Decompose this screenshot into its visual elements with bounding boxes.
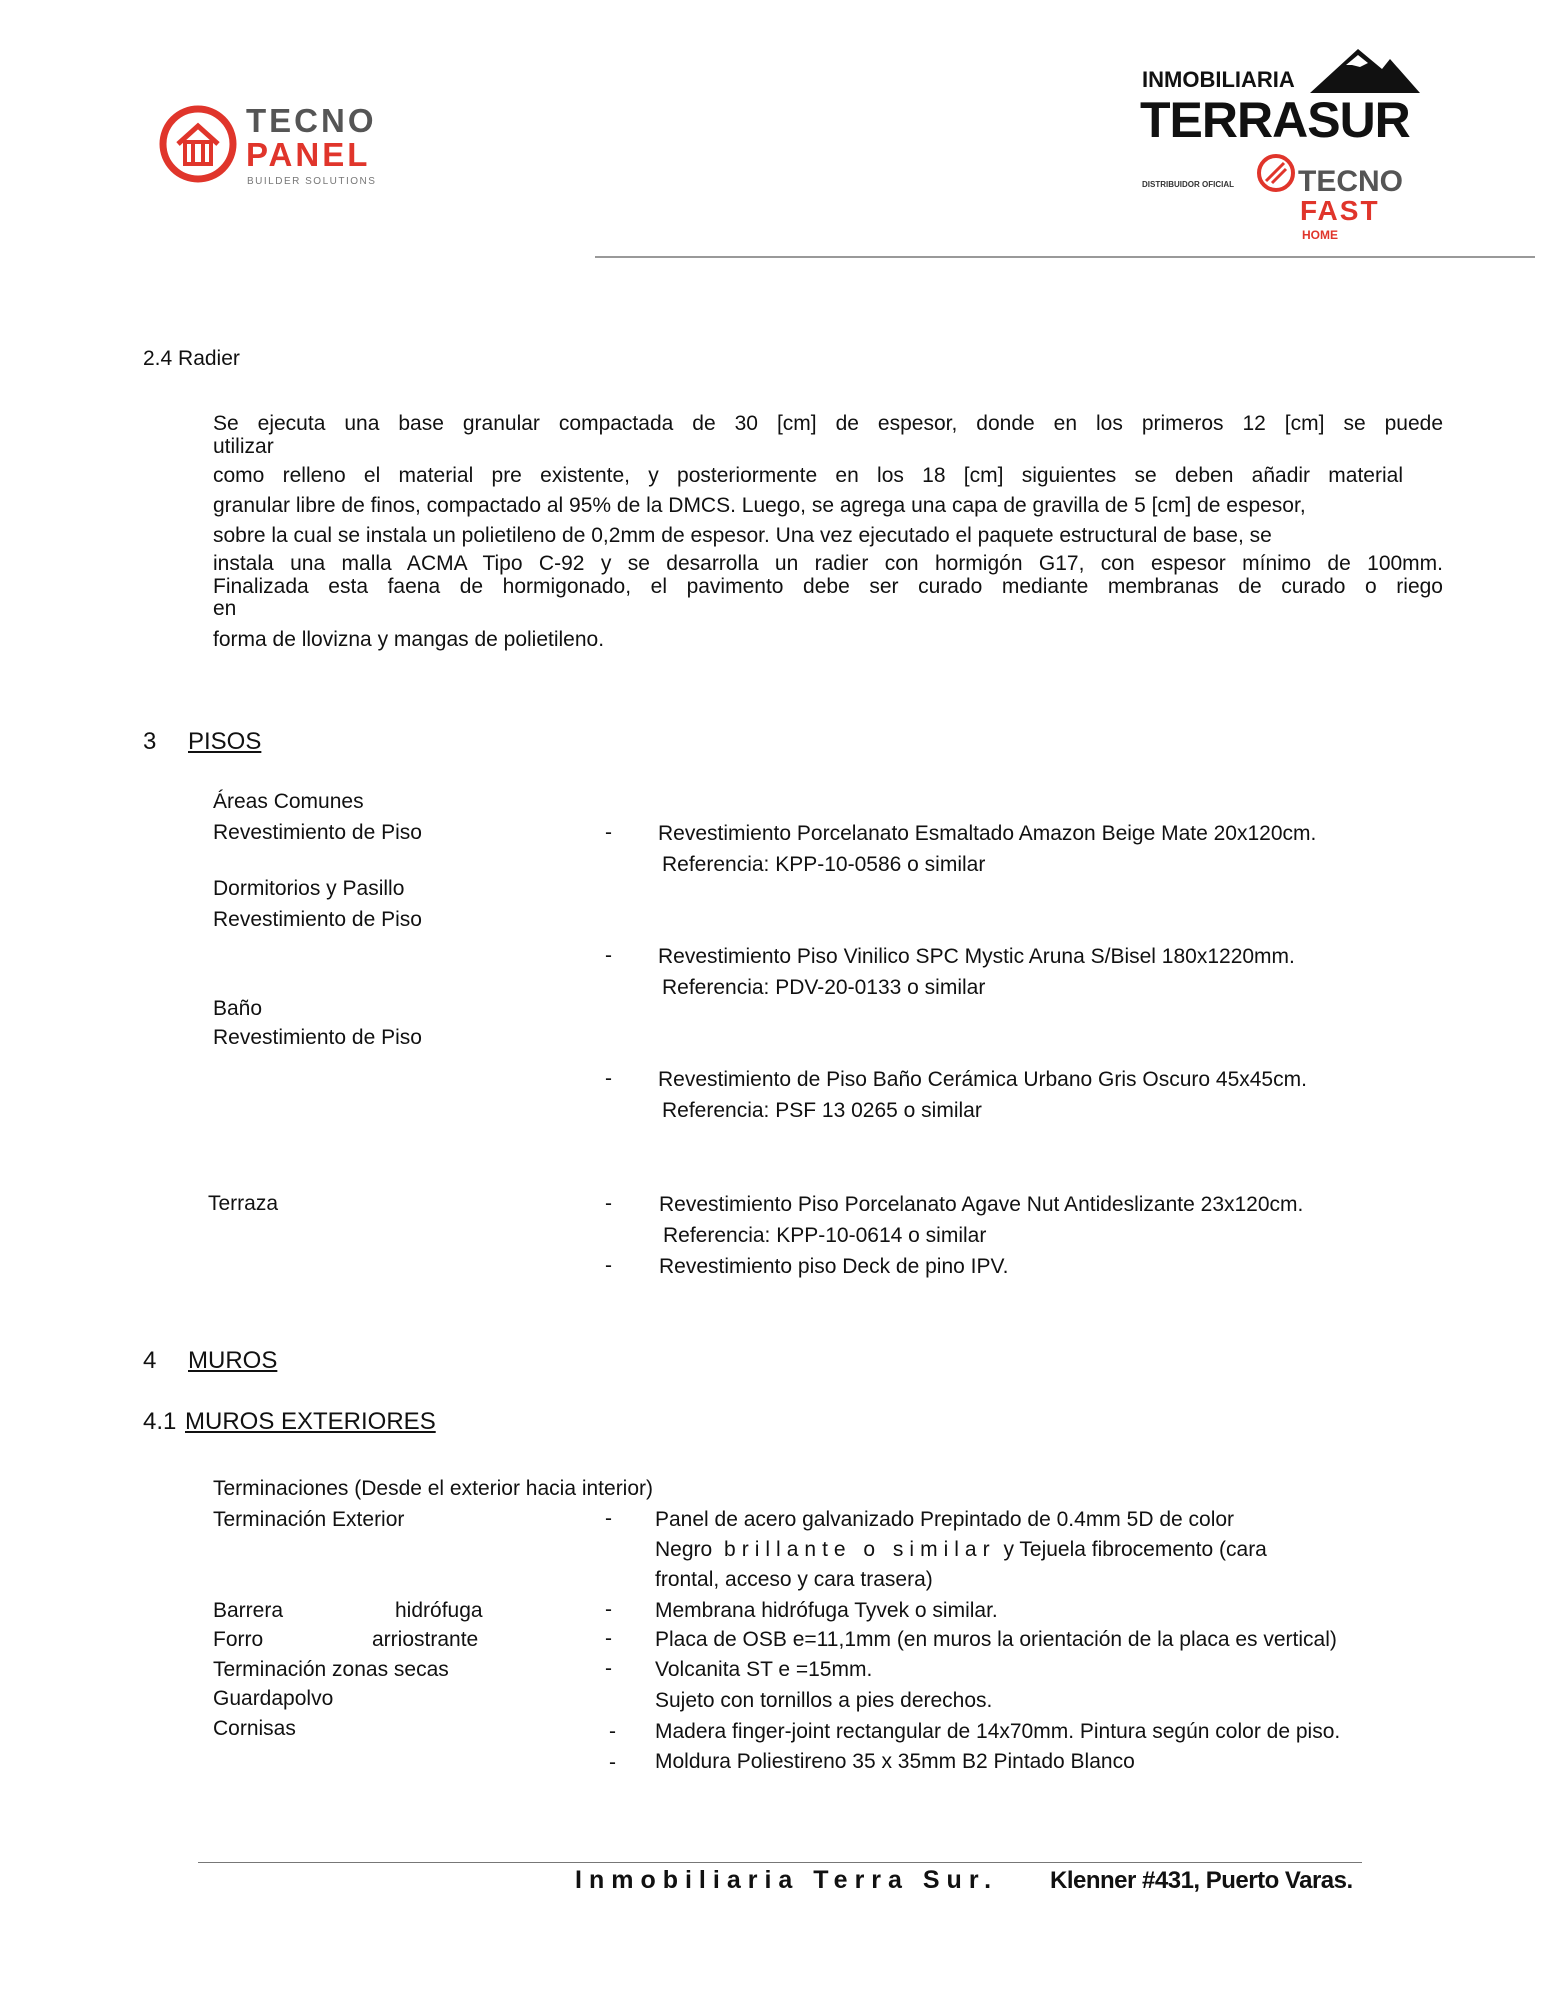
dormitorios-label: Dormitorios y Pasillo: [213, 877, 405, 900]
bullet-dash: -: [605, 1507, 612, 1530]
radier-line: como relleno el material pre existente, y posteriormente en los 18 [cm] siguientes se deben añadir material: [213, 464, 1403, 487]
footer-address: Klenner #431, Puerto Varas.: [1050, 1867, 1353, 1894]
terraza-label: Terraza: [208, 1192, 279, 1215]
piso-item-3: Revestimiento de Piso Baño Cerámica Urbano Gris Oscuro 45x45cm.: [658, 1068, 1307, 1091]
bullet-dash: -: [605, 1627, 612, 1650]
radier-line: granular libre de finos, compactado al 95% de la DMCS. Luego, se agrega una capa de gravilla de 5 [cm] de espesor,: [213, 494, 1306, 517]
piso-item-4: Revestimiento Piso Porcelanato Agave Nut Antideslizante 23x120cm.: [659, 1193, 1304, 1216]
radier-line: forma de llovizna y mangas de polietileno.: [213, 628, 605, 651]
radier-line: utilizar: [213, 435, 274, 458]
terrasur-line1: INMOBILIARIA: [1142, 67, 1295, 92]
bullet-dash: -: [605, 821, 612, 844]
bullet-dash: -: [605, 1598, 612, 1621]
radier-line: Finalizada esta faena de hormigonado, el pavimento debe ser curado mediante membranas de curado o riego: [213, 575, 1443, 598]
forro-label-a: Forro: [213, 1628, 264, 1651]
forro-label-b: arriostrante: [372, 1628, 479, 1651]
bullet-dash: -: [605, 1192, 612, 1215]
bullet-dash: -: [609, 1751, 616, 1774]
tecnopanel-tagline: BUILDER SOLUTIONS: [247, 176, 377, 187]
footer-divider: [198, 1862, 1362, 1863]
radier-line: Se ejecuta una base granular compactada de 30 [cm] de espesor, donde en los primeros 12 [cm] se puede: [213, 412, 1443, 435]
muros-ext-number: 4.1: [143, 1408, 177, 1435]
terminaciones-label: Terminaciones (Desde el exterior hacia interior): [213, 1477, 654, 1500]
bullet-dash: -: [605, 944, 612, 967]
piso-item-1: Revestimiento Porcelanato Esmaltado Amazon Beige Mate 20x120cm.: [658, 822, 1317, 845]
bullet-dash: -: [609, 1720, 616, 1743]
tecnopanel-line1: TECNO: [246, 102, 377, 139]
radier-line: sobre la cual se instala un polietileno de 0,2mm de espesor. Una vez ejecutado el paquete estructural de base, se: [213, 524, 1272, 547]
term-ext-label: Terminación Exterior: [213, 1508, 405, 1531]
piso-item-3-ref: Referencia: PSF 13 0265 o similar: [662, 1099, 982, 1122]
muros-title: MUROS: [188, 1347, 278, 1374]
piso-item-5: Revestimiento piso Deck de pino IPV.: [659, 1255, 1009, 1278]
terrasur-line2: TERRASUR: [1140, 92, 1410, 148]
terrasur-logo: [1140, 45, 1440, 255]
tecnopanel-line2: PANEL: [246, 136, 371, 173]
areas-comunes-label: Áreas Comunes: [213, 790, 364, 813]
piso-item-1-ref: Referencia: KPP-10-0586 o similar: [662, 853, 986, 876]
term-ext-brillante: brillante o similar: [724, 1538, 996, 1561]
pisos-number: 3: [143, 728, 157, 755]
footer-company: Inmobiliaria Terra Sur.: [575, 1866, 999, 1894]
radier-title: 2.4 Radier: [143, 347, 240, 370]
secas-label: Terminación zonas secas: [213, 1658, 449, 1681]
cornisas-label: Cornisas: [213, 1717, 296, 1740]
term-ext-line3: frontal, acceso y cara trasera): [655, 1568, 933, 1591]
mountain-icon: [1310, 45, 1420, 95]
term-ext-negro: Negro: [655, 1538, 713, 1561]
term-ext-tejuela: y Tejuela fibrocemento (cara: [1003, 1538, 1267, 1561]
terrasur-distributor: DISTRIBUIDOR OFICIAL: [1142, 180, 1234, 189]
bullet-dash: -: [605, 1067, 612, 1090]
radier-line: en: [213, 597, 237, 620]
barrera-label-b: hidrófuga: [395, 1599, 483, 1622]
piso-item-2: Revestimiento Piso Vinilico SPC Mystic Aruna S/Bisel 180x1220mm.: [658, 945, 1295, 968]
madera-value: Madera finger-joint rectangular de 14x70mm. Pintura según color de piso.: [655, 1720, 1341, 1743]
tecnofast-icon: [1256, 153, 1296, 193]
barrera-value: Membrana hidrófuga Tyvek o similar.: [655, 1599, 998, 1622]
muros-ext-title: MUROS EXTERIORES: [185, 1408, 436, 1435]
rev2-label: Revestimiento de Piso: [213, 908, 422, 931]
radier-line: instala una malla ACMA Tipo C-92 y se desarrolla un radier con hormigón G17, con espesor mínimo de 100mm.: [213, 552, 1443, 575]
tecnofast-fast: FAST: [1300, 195, 1380, 226]
term-ext-line1: Panel de acero galvanizado Prepintado de 0.4mm 5D de color: [655, 1508, 1235, 1531]
moldura-value: Moldura Poliestireno 35 x 35mm B2 Pintado Blanco: [655, 1750, 1135, 1773]
piso-item-2-ref: Referencia: PDV-20-0133 o similar: [662, 976, 986, 999]
bano-label: Baño: [213, 997, 263, 1020]
term-ext-line2: [655, 1537, 1267, 1563]
guardapolvo-label: Guardapolvo: [213, 1687, 334, 1710]
muros-number: 4: [143, 1347, 157, 1374]
rev3-label: Revestimiento de Piso: [213, 1026, 422, 1049]
pisos-title: PISOS: [188, 728, 262, 755]
secas-value: Volcanita ST e =15mm.: [655, 1658, 873, 1681]
barrera-label-a: Barrera: [213, 1599, 284, 1622]
piso-item-4-ref: Referencia: KPP-10-0614 o similar: [663, 1224, 987, 1247]
sujeto-value: Sujeto con tornillos a pies derechos.: [655, 1689, 993, 1712]
tecnofast-home: HOME: [1302, 228, 1338, 242]
tecnopanel-house-icon: [158, 104, 238, 184]
tecnofast-tecno: TECNO: [1298, 165, 1403, 198]
bullet-dash: -: [605, 1657, 612, 1680]
forro-value: Placa de OSB e=11,1mm (en muros la orientación de la placa es vertical): [655, 1628, 1337, 1651]
tecnopanel-logo: [158, 100, 398, 190]
radier-paragraph: [213, 411, 1443, 653]
bullet-dash: -: [605, 1254, 612, 1277]
header-divider: [595, 256, 1535, 258]
rev1-label: Revestimiento de Piso: [213, 821, 422, 844]
